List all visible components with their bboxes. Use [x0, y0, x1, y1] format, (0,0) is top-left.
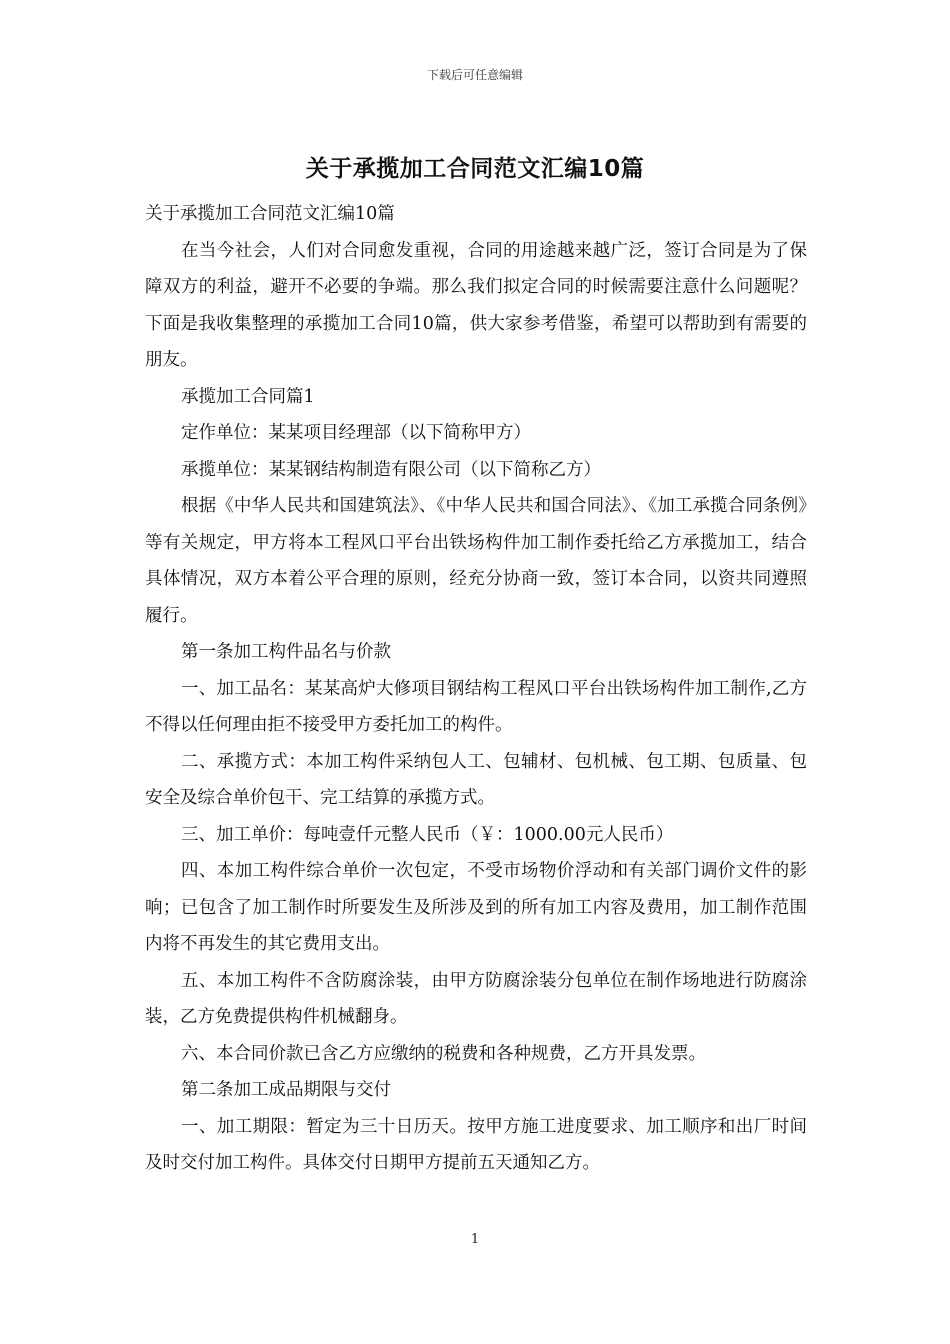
- paragraph: 定作单位：某某项目经理部（以下简称甲方）: [181, 423, 531, 443]
- paragraph: 三、加工单价：每吨壹仟元整人民币（￥：1000.00元人民币）: [181, 824, 674, 845]
- paragraph: 一、加工品名：某某高炉大修项目钢结构工程风口平台出铁场构件加工制作,乙方不得以任何理由拒不接受甲方委托加工的构件。: [145, 678, 807, 735]
- document-body: [145, 196, 807, 1182]
- paragraph: 五、本加工构件不含防腐涂装，由甲方防腐涂装分包单位在制作场地进行防腐涂装，乙方免费提供构件机械翻身。: [145, 970, 807, 1027]
- paragraph: 根据《中华人民共和国建筑法》、《中华人民共和国合同法》、《加工承揽合同条例》等有关规定，甲方将本工程风口平台出铁场构件加工制作委托给乙方承揽加工，结合具体情况，双方本着公平合理的原则，经充分协商一致，签订本合同，以资共同遵照履行。: [145, 496, 807, 626]
- paragraph: 承揽单位：某某钢结构制造有限公司（以下简称乙方）: [181, 459, 601, 480]
- paragraph: 承揽加工合同篇1: [181, 386, 315, 407]
- paragraph: 四、本加工构件综合单价一次包定，不受市场物价浮动和有关部门调价文件的影响；已包含了加工制作时所要发生及所涉及到的所有加工内容及费用，加工制作范围内将不再发生的其它费用支出。: [145, 861, 807, 954]
- paragraph: 在当今社会，人们对合同愈发重视，合同的用途越来越广泛，签订合同是为了保障双方的利益，避开不必要的争端。那么我们拟定合同的时候需要注意什么问题呢？下面是我收集整理的承揽加工合同10篇，供大家参考借鉴，希望可以帮助到有需要的朋友。: [145, 240, 807, 370]
- page-header: 下载后可任意编辑: [426, 68, 523, 82]
- paragraph: 六、本合同价款已含乙方应缴纳的税费和各种规费，乙方开具发票。: [181, 1043, 706, 1064]
- page-number: 1: [470, 1232, 480, 1247]
- document-title: 关于承揽加工合同范文汇编10篇: [305, 156, 645, 182]
- paragraph: 第一条加工构件品名与价款: [181, 642, 391, 662]
- paragraph: 关于承揽加工合同范文汇编10篇: [145, 204, 395, 224]
- paragraph: 一、加工期限：暂定为三十日历天。按甲方施工进度要求、加工顺序和出厂时间及时交付加工构件。具体交付日期甲方提前五天通知乙方。: [145, 1116, 807, 1173]
- paragraph: 二、承揽方式：本加工构件采纳包人工、包辅材、包机械、包工期、包质量、包安全及综合单价包干、完工结算的承揽方式。: [145, 751, 807, 808]
- paragraph: 第二条加工成品期限与交付: [181, 1080, 391, 1100]
